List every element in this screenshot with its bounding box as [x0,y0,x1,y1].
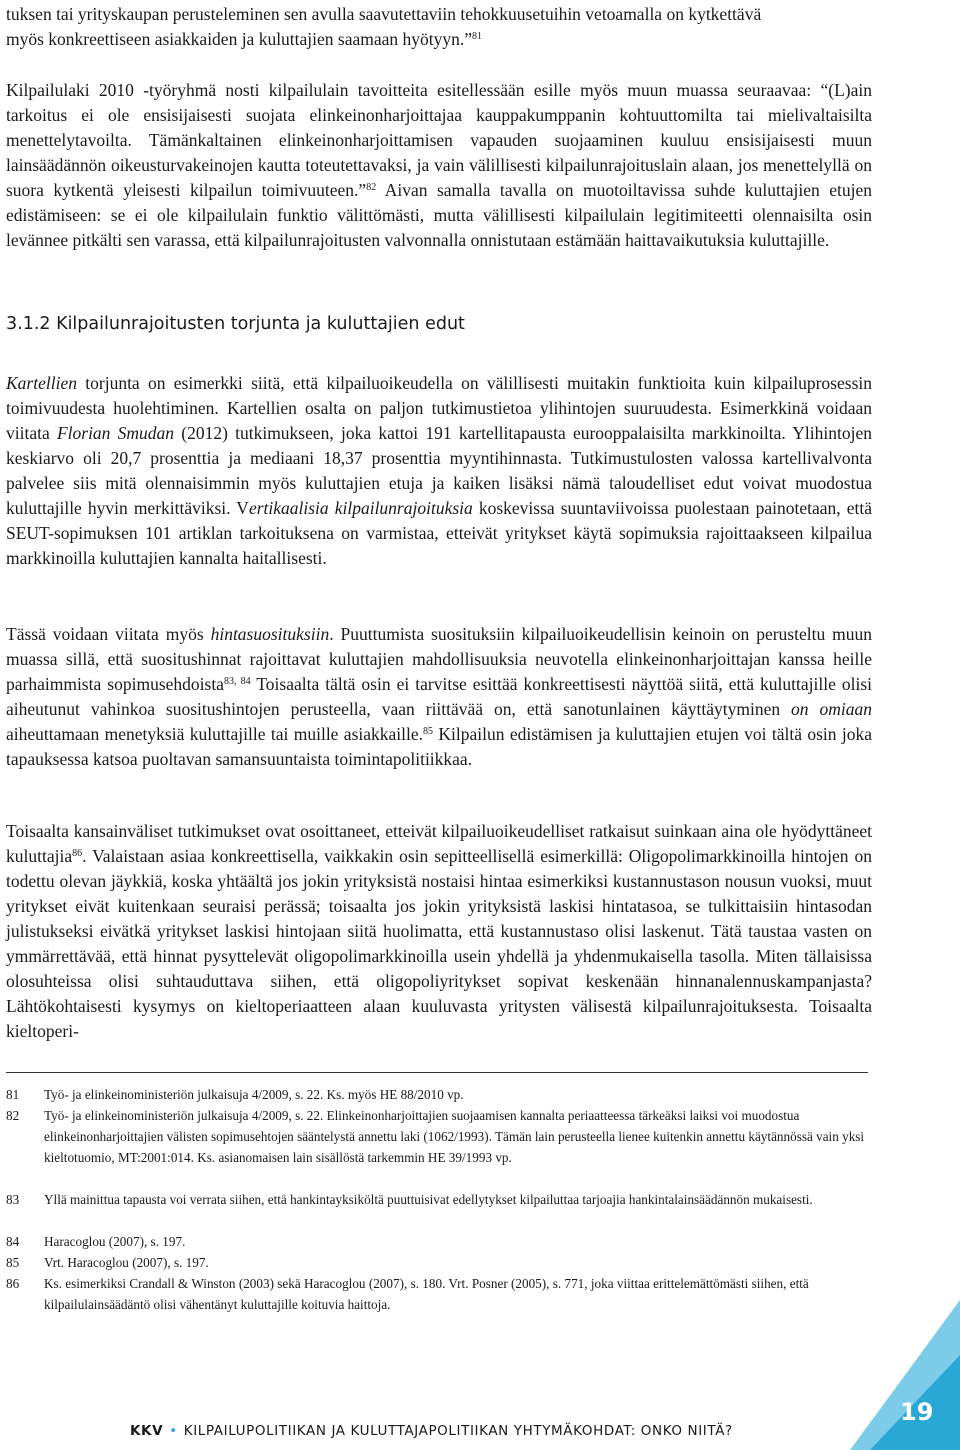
footnote-ref-83-84: 83, 84 [223,676,251,687]
footnote-text: Yllä mainittua tapausta voi verrata siihen, että hankintayksiköltä puuttuisivat edellytykset kilpailuttaa tarjoajia hankintalainsäädännön mukaisesti. [44,1192,813,1207]
footnote-ref-81: 81 [472,31,483,42]
paragraph-4-em-on-omiaan: on omiaan [791,699,872,719]
paragraph-4-part-e: Kilpailun edistämisen ja kuluttajien etujen voi tältä osin joka tapauksessa katsoa puoltavan samansuuntaista toimintapolitiikkaa. [6,724,872,769]
footnote-number: 85 [6,1255,20,1270]
paragraph-3-part-b: (2012) tutkimukseen, joka kattoi 191 kartellitapausta eurooppalaisilta markkinoilta. Ylihintojen keskiarvo oli 20,7 prosenttia ja mediaani 18,37 prosenttia myyntihinnasta. Tutkimustulosten valossa kartellivalvonta palvelee siis mitä olennaisimmin myös kuluttajien etuja ja kaiken lisäksi nämä taloudelliset edut voivat muodostua kuluttajille hyvin merkittäviksi. V [6,423,872,518]
paragraph-5 [6,819,872,1044]
footnote-number: 82 [6,1108,20,1123]
footnote-text: Haracoglou (2007), s. 197. [44,1234,186,1249]
footnote-ref-85: 85 [423,726,434,737]
paragraph-3 [6,371,872,571]
paragraph-1-line-1: tuksen tai yrityskaupan perusteleminen sen avulla saavutettaviin tehokkuusetuihin vetoamalla on kytkettävä [6,4,762,24]
paragraph-4-part-d: aiheuttamaan menetyksiä kuluttajille tai muille asiakkaille. [6,724,424,744]
footnote-text: Työ- ja elinkeinoministeriön julkaisuja 4/2009, s. 22. Elinkeinonharjoittajien suojaamisen kannalta periaatteessa tärkeäksi laiksi voi muodostua elinkeinonharjoittajien välisten sopimusehtojen sääntelystä annettu laki (1062/1993). Tämän lain perusteella lienee kuitenkin annettu käytännössä vain yksi kieltotuomio, MT:2001:014. Ks. asianomaisen lain sisällöstä tarkemmin HE 39/1993 vp. [44,1108,865,1165]
paragraph-2-part-a: Kilpailulaki 2010 -työryhmä nosti kilpailulain tavoitteita esitellessään esille myös muun muassa seuraavaa: “(L)ain tarkoitus ei ole ensisijaisesti suojata elinkeinonharjoittajaa kauppakumppanin kohtuuttomilta tai mielivaltaisilta menettelytavoilta. [6,80,872,150]
paragraph-4-part-c: Toisaalta tältä osin ei tarvitse esittää konkreettisesti näyttöä siitä, että kuluttajille olisi aiheutunut vahinkoa suositushintojen perusteella, vaan riittävää on, että sanotunlainen käyttäytyminen [6,674,873,719]
running-footer [130,1423,733,1439]
footnote-number: 81 [6,1087,20,1102]
footnote-divider [6,1072,868,1073]
page-number: 19 [900,1398,934,1426]
footnote-ref-82: 82 [366,182,377,193]
page-corner-graphic [850,1300,960,1450]
paragraph-4-part-b: . Puuttumista suosituksiin kilpailuoikeudellisin keinoin on perusteltu muun muassa sillä, että suositushinnat rajoittavat kuluttajien mahdollisuuksia neuvotella elinkeinonharjoittajan kanssa heille parhaimmista sopimusehdoista [6,624,872,694]
footnote-number: 83 [6,1192,20,1207]
paragraph-3-part-c: koskevissa suuntaviivoissa puolestaan painotetaan, että SEUT-sopimuksen 101 artiklan tarkoituksena on varmistaa, etteivät yritykset käytä sopimuksia rajoittaakseen kilpailua markkinoilla kuluttajien kannalta haitallisesti. [6,498,872,568]
paragraph-2-part-b: Tämänkaltainen elinkeinonharjoittamisen vapauden suojaaminen kuuluu ensisijaisesti muun lainsäädännön oikeusturvakeinojen kautta toteutettavaksi, ja vain välillisesti kilpailunrajoituslain alaan, jos menettelyllä on suora kytkentä yleisesti kilpailun toimivuuteen.” [6,130,872,200]
paragraph-3-em-kartellien: Kartellien [6,373,77,393]
paragraph-3-em-vertical: ertikaalisia kilpailunrajoituksia [248,498,473,518]
footer-bullet: • [169,1423,178,1439]
paragraph-4-part-a: Tässä voidaan viitata myös [6,624,211,644]
paragraph-4 [6,622,872,772]
paragraph-1 [6,2,872,52]
footnote-ref-86: 86 [72,848,83,859]
footer-brand: KKV [130,1423,164,1439]
footer-title: KILPAILUPOLITIIKAN JA KULUTTAJAPOLITIIKAN YHTYMÄKOHDAT: ONKO NIITÄ? [183,1423,733,1439]
paragraph-3-em-author: Florian Smudan [56,423,175,443]
footnote-number: 84 [6,1234,20,1249]
paragraph-4-em-hintasuosituksiin: hintasuosituksiin [210,624,330,644]
paragraph-2-part-c: Aivan samalla tavalla on muotoiltavissa suhde kuluttajien etujen edistämiseen: se ei ole kilpailulain funktio välittömästi, mutta välillisesti kilpailulain legitimiteetti olennaisilta osin levännee pitkälti sen varassa, että kilpailunrajoitusten valvonnalla onnistutaan estämään haittavaikutuksia kuluttajille. [6,180,872,250]
footnote-text: Vrt. Haracoglou (2007), s. 197. [44,1255,209,1270]
footnote-number: 86 [6,1276,20,1291]
paragraph-2 [6,78,872,253]
paragraph-5-part-a: Toisaalta kansainväliset tutkimukset ovat osoittaneet, etteivät kilpailuoikeudelliset ratkaisut suinkaan aina ole hyödyttäneet kuluttajia [6,821,872,866]
paragraph-1-line-2: myös konkreettiseen asiakkaiden ja kuluttajien saamaan hyötyyn.” [6,29,473,49]
section-heading: 3.1.2 Kilpailunrajoitusten torjunta ja kuluttajien edut [6,314,465,334]
footnote-text: Työ- ja elinkeinoministeriön julkaisuja 4/2009, s. 22. Ks. myös HE 88/2010 vp. [44,1087,464,1102]
paragraph-3-part-a: torjunta on esimerkki siitä, että kilpailuoikeudella on välillisesti muitakin funktioita kuin kilpailuprosessin toimivuudesta huolehtiminen. Kartellien osalta on paljon tutkimustietoa ylihintojen suuruudesta. Esimerkkinä voidaan viitata [6,373,872,443]
footnote-text: Ks. esimerkiksi Crandall & Winston (2003) sekä Haracoglou (2007), s. 180. Vrt. Posner (2005), s. 771, joka viittaa erittelemättömästi siihen, että kilpailulainsäädäntö olisi vähentänyt kuluttajille koituvia haittoja. [44,1276,809,1312]
paragraph-5-part-b: . Valaistaan asiaa konkreettisella, vaikkakin osin sepitteellisellä esimerkillä: Oligopolimarkkinoilla hintojen on todettu olevan jäykkiä, koska yhtäältä jos jokin yrityksistä nostaisi hintaa esimerkiksi kustannustason nousun vuoksi, muut yritykset eivät kuitenkaan seuraisi perässä; toisaalta jos jokin yrityksistä laskisi hintatasoa, se tulkittaisiin hintasodan julistukseksi eivätkä yritykset laskisi hintojaan siitä huolimatta, että kustannustaso olisi laskenut. Tätä taustaa vasten on ymmärrettävää, että hinnat pysyttelevät oligopolimarkkinoilla usein yhdellä ja yhdenmukaisella tasolla. Miten tällaisissa olosuhteissa olisi suhtauduttava siihen, että oligopoliyritykset sopivat keskenään hinnanalennuskampanjasta? Lähtökohtaisesti kysymys on kieltoperiaatteen alaan kuuluvasta yritysten välisestä kilpailunrajoituksesta. Toisaalta kieltoperi- [6,846,872,1041]
